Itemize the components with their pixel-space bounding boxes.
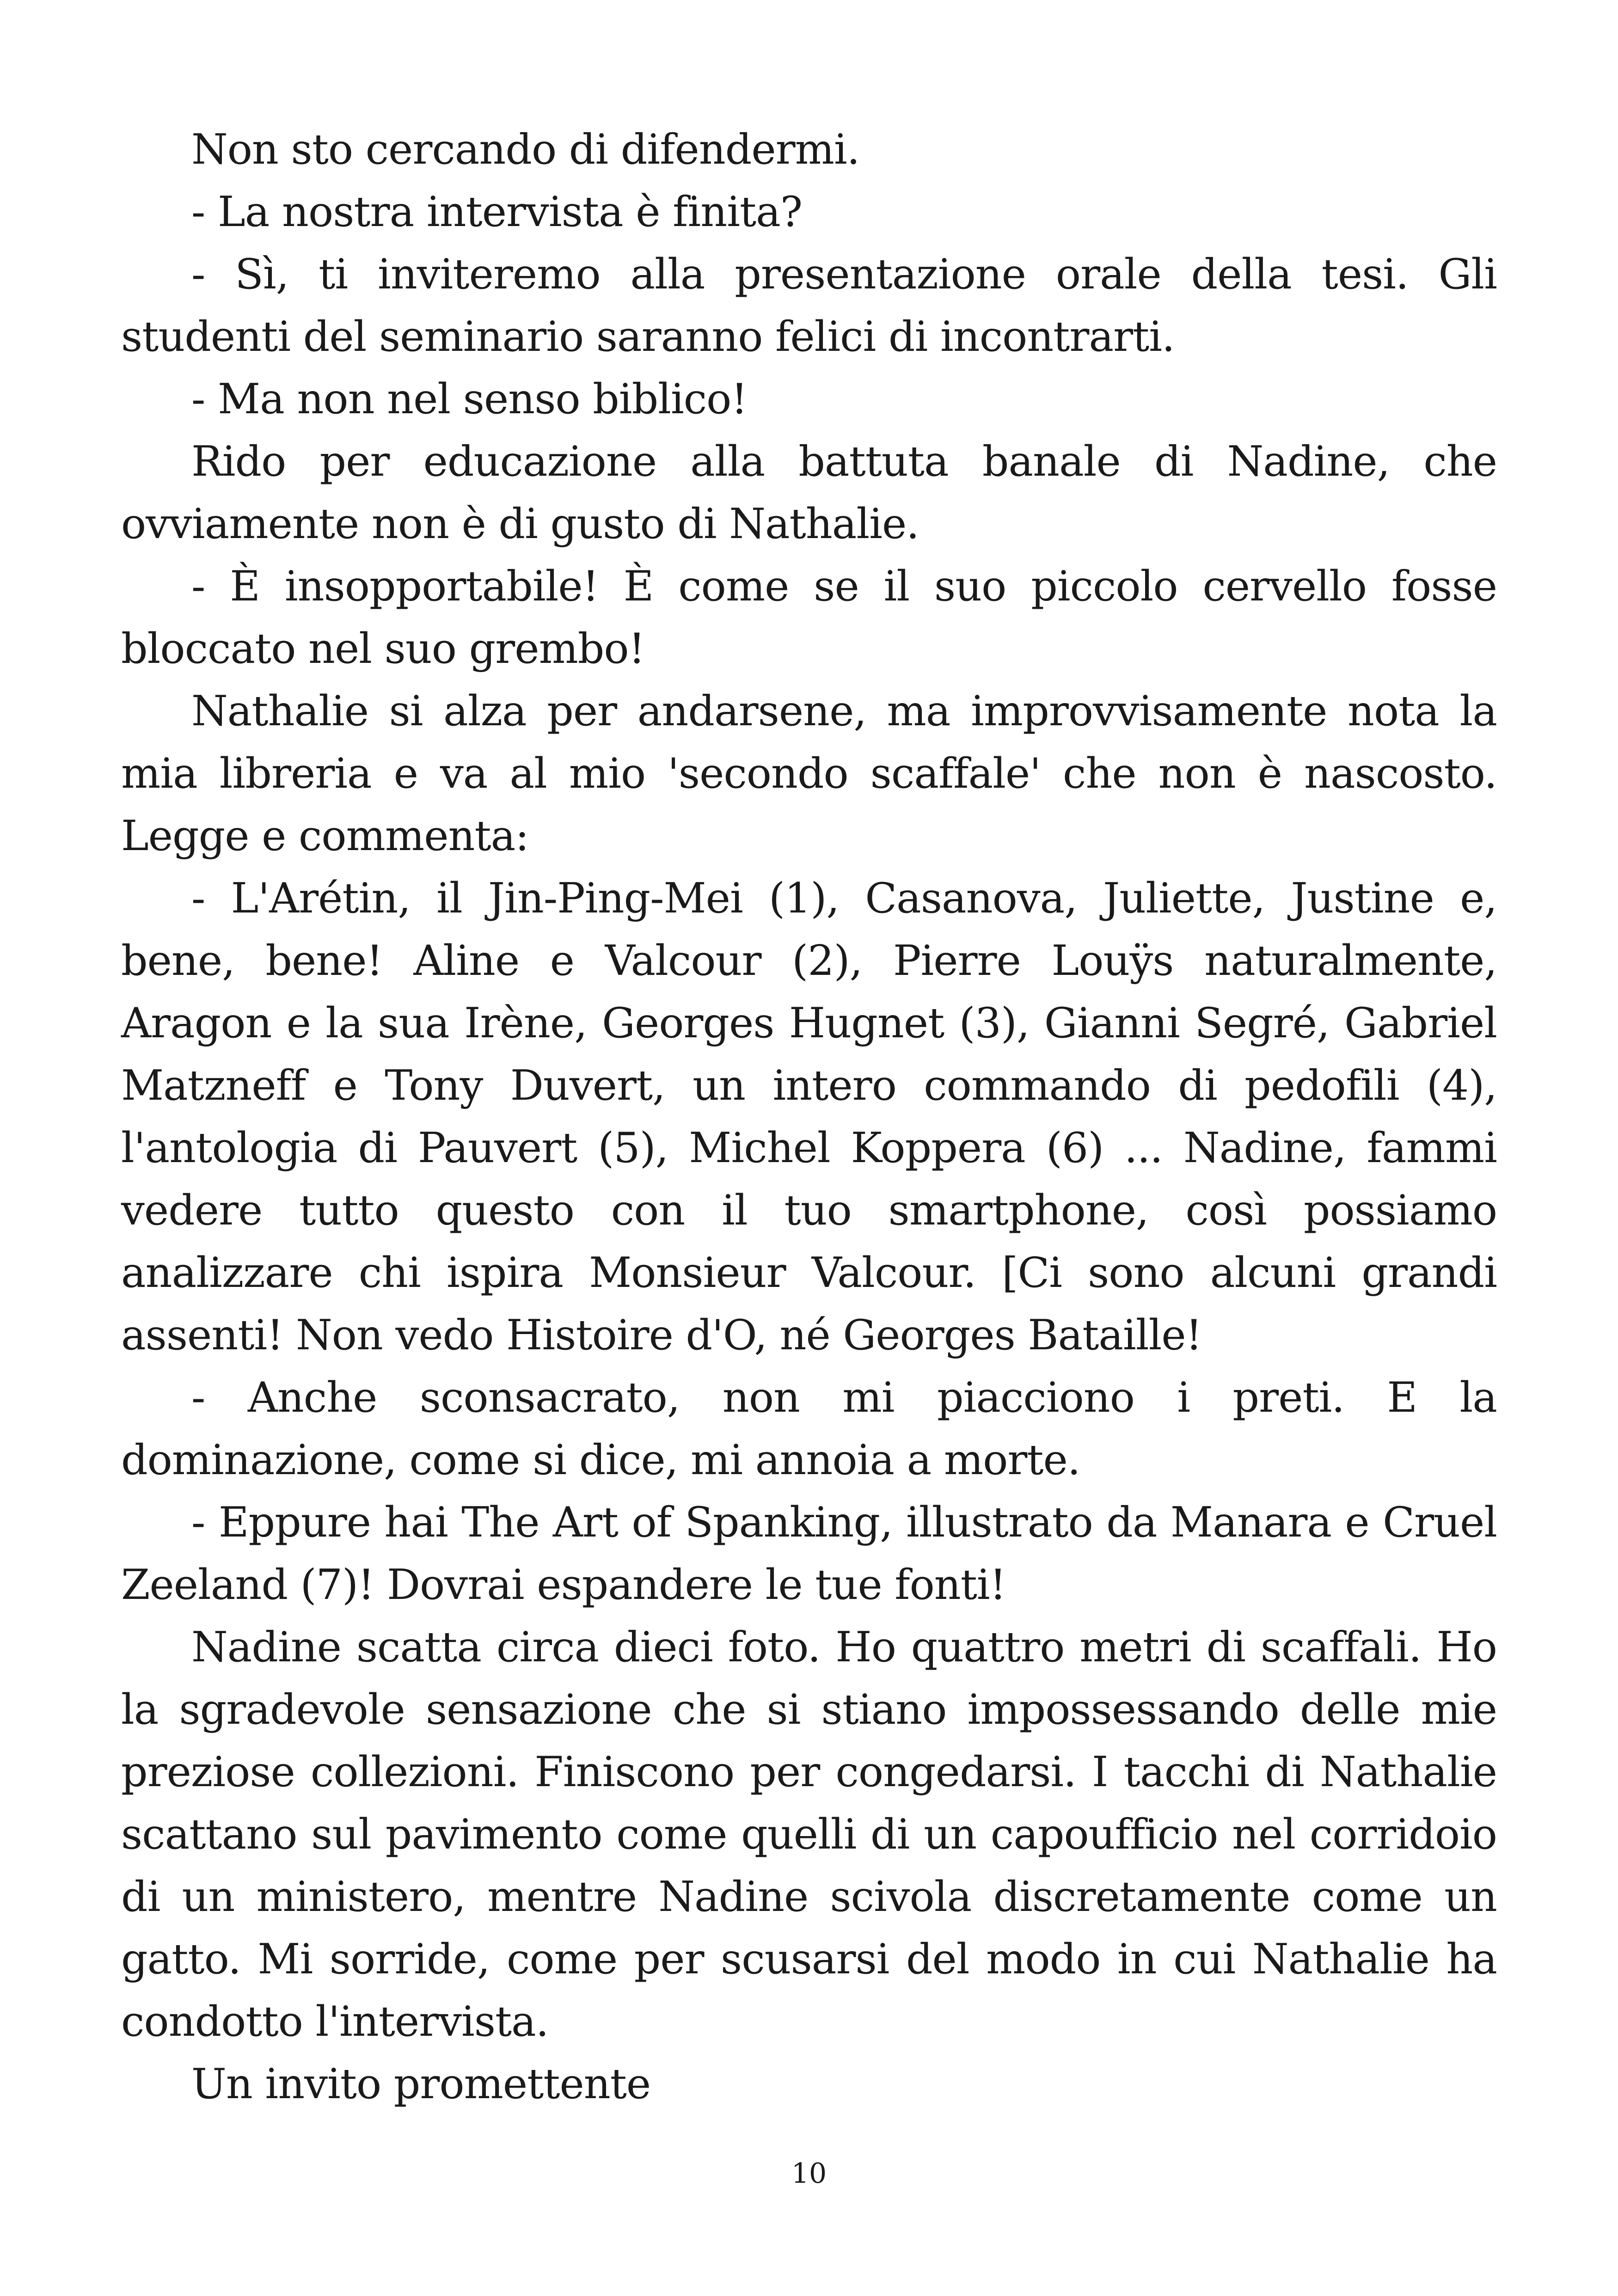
- paragraph: Nathalie si alza per andarsene, ma improvvisamente nota la mia libreria e va al mio 'secondo scaffale' che non è nascosto. Legge e commenta:: [121, 687, 1497, 860]
- paragraph: - Ma non nel senso biblico!: [191, 375, 748, 423]
- paragraph: Rido per educazione alla battuta banale di Nadine, che ovviamente non è di gusto di Nathalie.: [121, 437, 1497, 548]
- paragraph: Non sto cercando di difendermi.: [191, 125, 860, 174]
- paragraph: - Sì, ti inviteremo alla presentazione orale della tesi. Gli studenti del seminario saranno felici di incontrarti.: [121, 250, 1497, 361]
- section-heading: Un invito promettente: [191, 2060, 651, 2108]
- page-number: 10: [791, 2157, 827, 2190]
- paragraph: - L'Arétin, il Jin-Ping-Mei (1), Casanova, Juliette, Justine e, bene, bene! Aline e Valcour (2), Pierre Louÿs naturalmente, Aragon e la sua Irène, Georges Hugnet (3), Gianni Segré, Gabriel Matzneff e Tony Duvert, un intero commando di pedofili (4), l'antologia di Pauvert (5), Michel Koppera (6) ... Nadine, fammi vedere tutto questo con il tuo smartphone, così possiamo analizzare chi ispira Monsieur Valcour. [Ci sono alcuni grandi assenti! Non vedo Histoire d'O, né Georges Bataille!: [121, 874, 1497, 1359]
- page-body: [121, 118, 1497, 2115]
- paragraph: Nadine scatta circa dieci foto. Ho quattro metri di scaffali. Ho la sgradevole sensazione che si stiano impossessando delle mie preziose collezioni. Finiscono per congedarsi. I tacchi di Nathalie scattano sul pavimento come quelli di un capoufficio nel corridoio di un ministero, mentre Nadine scivola discretamente come un gatto. Mi sorride, come per scusarsi del modo in cui Nathalie ha condotto l'intervista.: [121, 1623, 1497, 2046]
- paragraph: - Eppure hai The Art of Spanking, illustrato da Manara e Cruel Zeeland (7)! Dovrai espandere le tue fonti!: [121, 1498, 1497, 1609]
- paragraph: - La nostra intervista è finita?: [191, 188, 803, 236]
- paragraph: - Anche sconsacrato, non mi piacciono i preti. E la dominazione, come si dice, mi annoia a morte.: [121, 1373, 1497, 1484]
- paragraph: - È insopportabile! È come se il suo piccolo cervello fosse bloccato nel suo grembo!: [121, 562, 1497, 673]
